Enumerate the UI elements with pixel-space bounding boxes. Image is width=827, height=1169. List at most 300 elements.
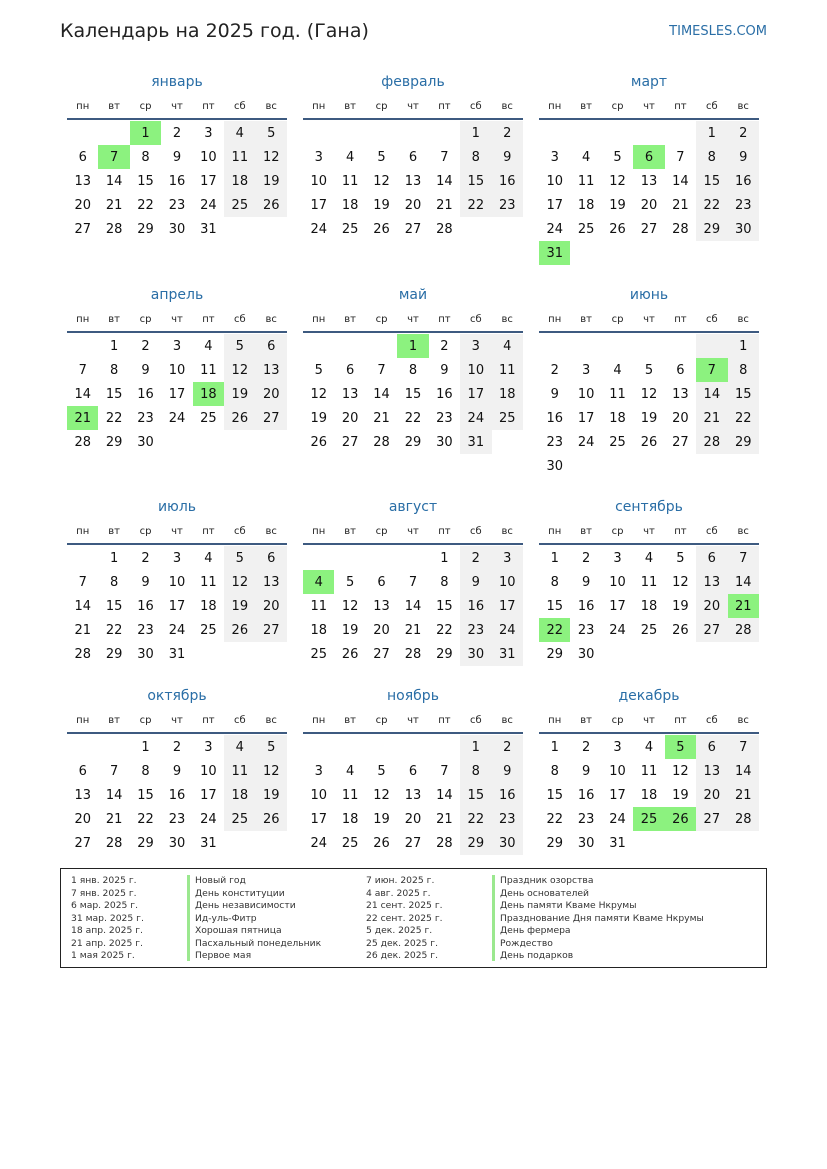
day-cell: 18 [640,598,658,614]
empty-cell [696,334,727,358]
days-grid [303,121,523,241]
day-cell: 6 [345,362,355,378]
holiday-date: 1 мая 2025 г. [71,950,135,961]
day-cell: 20 [256,594,287,618]
day-cell: 28 [436,221,453,237]
weekday-label: вт [108,101,120,112]
day-cell: 14 [436,173,453,189]
day-cell: 13 [74,787,91,803]
day-cell: 4 [581,149,591,165]
days-grid [539,546,759,666]
day-cell: 9 [728,145,759,169]
day-cell: 5 [224,546,255,570]
day-cell: 1 [109,338,119,354]
day-cell: 29 [546,646,563,662]
day-cell: 6 [377,574,386,590]
weekday-header [303,309,523,333]
day-cell: 2 [728,121,759,145]
day-cell: 4 [204,338,213,354]
day-cell: 20 [74,811,91,827]
day-cell: 17 [460,382,491,406]
weekday-label: сб [469,314,482,325]
day-cell: 2 [460,546,491,570]
day-cell: 6 [78,763,87,779]
day-cell: 4 [613,362,622,378]
day-cell: 30 [168,835,186,851]
day-cell: 31 [460,430,491,454]
day-cell: 29 [460,831,491,855]
day-cell: 18 [640,787,658,803]
month-name: февраль [381,74,445,90]
day-cell: 17 [200,173,217,189]
day-cell: 28 [404,646,422,662]
day-cell: 3 [613,550,622,566]
weekday-label: ср [375,715,388,726]
weekday-label: ср [375,526,388,537]
day-cell: 27 [256,406,287,430]
day-cell: 8 [141,763,150,779]
day-cell: 27 [341,434,359,450]
empty-cell [665,334,696,358]
day-cell: 12 [640,386,658,402]
day-cell: 28 [728,807,759,831]
days-grid [67,334,287,454]
weekday-label: пт [202,526,215,537]
weekday-label: пн [548,715,562,726]
day-cell: 17 [577,410,595,426]
day-cell: 16 [137,598,154,614]
day-cell: 10 [168,362,186,378]
day-cell: 5 [256,735,287,759]
day-cell: 26 [256,807,287,831]
holiday-name: День подарков [500,950,574,961]
day-cell: 12 [224,570,255,594]
day-cell: 4 [492,334,523,358]
holiday-date: 21 апр. 2025 г. [71,937,143,949]
weekday-label: сб [233,715,246,726]
month-name: март [630,74,668,90]
days-grid [303,735,523,855]
days-grid [67,735,287,855]
day-cell: 27 [74,221,91,237]
day-cell: 22 [105,622,123,638]
day-cell: 7 [377,362,386,378]
weekday-label: вт [344,314,356,325]
weekday-label: пт [438,314,451,325]
weekday-label: чт [171,101,183,112]
day-cell: 8 [440,574,449,590]
day-cell: 16 [168,173,186,189]
day-cell: 14 [74,598,91,614]
day-cell: 23 [168,197,186,213]
empty-cell [98,121,129,145]
empty-cell [570,121,601,145]
day-cell: 30 [728,217,759,241]
day-cell: 2 [492,121,523,145]
day-cell: 1 [550,550,559,566]
day-cell: 24 [310,221,327,237]
day-cell: 19 [341,622,359,638]
day-cell: 13 [696,759,727,783]
days-grid [539,334,759,478]
day-cell: 14 [373,386,390,402]
weekday-label: пн [548,526,562,537]
day-cell: 13 [256,358,287,382]
empty-cell [334,546,365,570]
day-cell: 8 [460,145,491,169]
day-cell: 23 [492,193,523,217]
day-cell: 21 [105,197,123,213]
weekday-label: чт [643,715,655,726]
day-cell: 27 [696,618,727,642]
weekday-header [539,521,759,545]
day-cell: 22 [546,811,563,827]
day-cell: 30 [460,642,491,666]
day-cell: 25 [310,646,327,662]
day-cell: 3 [204,125,213,141]
weekday-label: вс [265,101,277,112]
empty-cell [303,334,334,358]
day-cell: 14 [436,787,453,803]
weekday-label: пн [76,526,90,537]
day-cell: 9 [172,149,182,165]
day-cell: 17 [200,787,217,803]
day-cell: 26 [672,622,689,638]
day-cell: 22 [404,410,422,426]
weekday-header [67,710,287,734]
day-cell: 23 [577,811,595,827]
weekday-label: чт [407,715,419,726]
holiday-day: 21 [67,406,98,430]
day-cell: 1 [141,739,150,755]
day-cell: 18 [341,811,359,827]
day-cell: 15 [105,598,123,614]
day-cell: 3 [172,550,182,566]
empty-cell [539,334,570,358]
holiday-marker-bar [187,875,190,961]
day-cell: 25 [341,835,359,851]
weekday-label: вс [501,526,513,537]
holiday-day: 1 [397,334,428,358]
day-cell: 17 [546,197,563,213]
day-cell: 10 [609,574,626,590]
day-cell: 2 [492,735,523,759]
day-cell: 15 [460,783,491,807]
day-cell: 5 [224,334,255,358]
day-cell: 19 [672,787,689,803]
day-cell: 13 [256,570,287,594]
day-cell: 10 [310,787,327,803]
weekday-header [303,96,523,120]
day-cell: 15 [696,169,727,193]
site-link[interactable]: TIMESLES.COM [669,24,767,39]
weekday-label: сб [469,101,482,112]
day-cell: 21 [404,622,422,638]
day-cell: 6 [408,149,418,165]
holiday-name: Новый год [195,875,246,886]
day-cell: 17 [609,787,626,803]
day-cell: 15 [436,598,453,614]
day-cell: 11 [609,386,626,402]
day-cell: 17 [168,386,186,402]
day-cell: 18 [200,598,217,614]
day-cell: 22 [436,622,453,638]
day-cell: 12 [224,358,255,382]
day-cell: 8 [109,574,119,590]
weekday-label: вт [108,715,120,726]
day-cell: 27 [696,807,727,831]
day-cell: 14 [404,598,422,614]
day-cell: 1 [109,550,119,566]
day-cell: 9 [141,362,150,378]
weekday-label: чт [407,526,419,537]
day-cell: 3 [314,149,323,165]
day-cell: 7 [676,149,685,165]
day-cell: 25 [224,807,255,831]
day-cell: 2 [440,338,449,354]
holiday-date: 1 янв. 2025 г. [71,875,137,886]
weekday-label: чт [407,101,419,112]
day-cell: 2 [172,739,182,755]
holiday-day: 1 [130,121,161,145]
weekday-label: чт [171,526,183,537]
day-cell: 4 [644,739,654,755]
day-cell: 28 [436,835,453,851]
month-name: декабрь [618,688,680,704]
weekday-label: пт [438,715,451,726]
day-cell: 22 [137,811,154,827]
weekday-label: ср [611,101,624,112]
day-cell: 19 [672,598,689,614]
day-cell: 27 [404,221,422,237]
empty-cell [366,735,397,759]
day-cell: 31 [168,646,186,662]
empty-cell [397,735,428,759]
day-cell: 16 [577,598,595,614]
month-name: октябрь [147,688,207,704]
day-cell: 5 [377,149,386,165]
day-cell: 9 [492,145,523,169]
weekday-label: ср [375,314,388,325]
day-cell: 3 [172,338,182,354]
day-cell: 14 [728,759,759,783]
day-cell: 25 [341,221,359,237]
day-cell: 18 [609,410,626,426]
day-cell: 19 [224,382,255,406]
day-cell: 24 [200,197,217,213]
holiday-day: 6 [633,145,664,169]
day-cell: 7 [78,362,87,378]
day-cell: 18 [224,169,255,193]
day-cell: 1 [728,334,759,358]
empty-cell [67,735,98,759]
month-block [303,72,523,241]
day-cell: 26 [224,618,255,642]
holiday-day: 4 [303,570,334,594]
day-cell: 3 [314,763,323,779]
day-cell: 22 [728,406,759,430]
day-cell: 2 [550,362,559,378]
day-cell: 15 [404,386,422,402]
days-grid [67,121,287,241]
day-cell: 7 [408,574,418,590]
day-cell: 12 [256,759,287,783]
day-cell: 13 [404,173,422,189]
month-block [303,285,523,454]
weekday-label: вс [501,715,513,726]
weekday-label: пт [202,101,215,112]
day-cell: 6 [78,149,87,165]
day-cell: 11 [577,173,595,189]
day-cell: 23 [460,618,491,642]
day-cell: 24 [546,221,563,237]
day-cell: 4 [204,550,213,566]
day-cell: 24 [168,410,186,426]
day-cell: 10 [577,386,595,402]
day-cell: 25 [577,221,595,237]
day-cell: 23 [577,622,595,638]
day-cell: 29 [404,434,422,450]
weekday-label: ср [139,314,152,325]
day-cell: 29 [137,835,154,851]
day-cell: 26 [640,434,658,450]
day-cell: 26 [609,221,626,237]
day-cell: 10 [460,358,491,382]
day-cell: 12 [341,598,359,614]
day-cell: 20 [373,622,390,638]
day-cell: 23 [168,811,186,827]
weekday-label: пт [674,101,687,112]
day-cell: 5 [644,362,654,378]
day-cell: 16 [492,169,523,193]
empty-cell [602,334,633,358]
day-cell: 10 [310,173,327,189]
weekday-label: чт [407,314,419,325]
weekday-label: ср [139,526,152,537]
day-cell: 11 [200,362,217,378]
weekday-label: вс [737,101,749,112]
day-cell: 2 [581,739,591,755]
day-cell: 28 [373,434,390,450]
day-cell: 22 [696,193,727,217]
holiday-name: Праздник озорства [500,875,594,886]
weekday-label: пн [312,526,326,537]
day-cell: 26 [310,434,327,450]
day-cell: 16 [168,787,186,803]
holiday-date: 5 дек. 2025 г. [366,925,433,936]
empty-cell [67,121,98,145]
day-cell: 16 [728,169,759,193]
empty-cell [602,121,633,145]
day-cell: 12 [256,145,287,169]
day-cell: 22 [137,197,154,213]
day-cell: 26 [341,646,359,662]
day-cell: 19 [373,197,390,213]
day-cell: 1 [696,121,727,145]
holiday-name: Ид-уль-Фитр [195,912,257,924]
day-cell: 18 [577,197,595,213]
holiday-date: 7 июн. 2025 г. [366,875,435,886]
weekday-label: вс [737,715,749,726]
day-cell: 10 [492,570,523,594]
month-block [539,72,759,265]
day-cell: 29 [696,217,727,241]
days-grid [539,121,759,265]
weekday-label: ср [611,526,624,537]
holiday-name: Рождество [500,937,553,949]
day-cell: 22 [460,807,491,831]
weekday-header [67,96,287,120]
weekday-label: сб [705,526,718,537]
weekday-label: сб [705,314,718,325]
day-cell: 3 [492,546,523,570]
day-cell: 17 [168,598,186,614]
day-cell: 25 [200,410,217,426]
day-cell: 22 [105,410,123,426]
day-cell: 29 [728,430,759,454]
days-grid [303,546,523,666]
weekday-label: вт [108,314,120,325]
day-cell: 30 [436,434,453,450]
day-cell: 13 [696,570,727,594]
day-cell: 27 [256,618,287,642]
day-cell: 15 [105,386,123,402]
day-cell: 15 [728,382,759,406]
day-cell: 21 [672,197,689,213]
day-cell: 11 [640,763,658,779]
month-name: июль [157,499,197,515]
day-cell: 20 [256,382,287,406]
day-cell: 19 [373,811,390,827]
weekday-label: вт [580,314,592,325]
day-cell: 14 [105,173,123,189]
day-cell: 5 [676,550,685,566]
day-cell: 23 [728,193,759,217]
month-block [67,72,287,241]
day-cell: 15 [460,169,491,193]
weekday-label: сб [705,101,718,112]
weekday-label: вс [737,314,749,325]
empty-cell [334,121,365,145]
day-cell: 30 [137,646,154,662]
day-cell: 2 [141,338,150,354]
holiday-marker-bar [492,875,495,961]
day-cell: 20 [672,410,689,426]
day-cell: 1 [460,735,491,759]
day-cell: 8 [550,574,559,590]
day-cell: 24 [200,811,217,827]
day-cell: 4 [224,121,255,145]
month-block [539,497,759,666]
weekday-header [539,309,759,333]
day-cell: 2 [581,550,591,566]
day-cell: 30 [137,434,154,450]
day-cell: 24 [609,622,626,638]
holiday-date: 7 янв. 2025 г. [71,887,137,899]
holiday-names-right [500,875,704,963]
weekday-header [539,96,759,120]
day-cell: 24 [168,622,186,638]
day-cell: 22 [460,193,491,217]
day-cell: 6 [696,546,727,570]
day-cell: 9 [492,759,523,783]
day-cell: 2 [141,550,150,566]
day-cell: 5 [256,121,287,145]
day-cell: 26 [373,835,390,851]
holiday-name: Хорошая пятница [195,925,282,936]
weekday-label: пт [674,314,687,325]
day-cell: 8 [109,362,119,378]
